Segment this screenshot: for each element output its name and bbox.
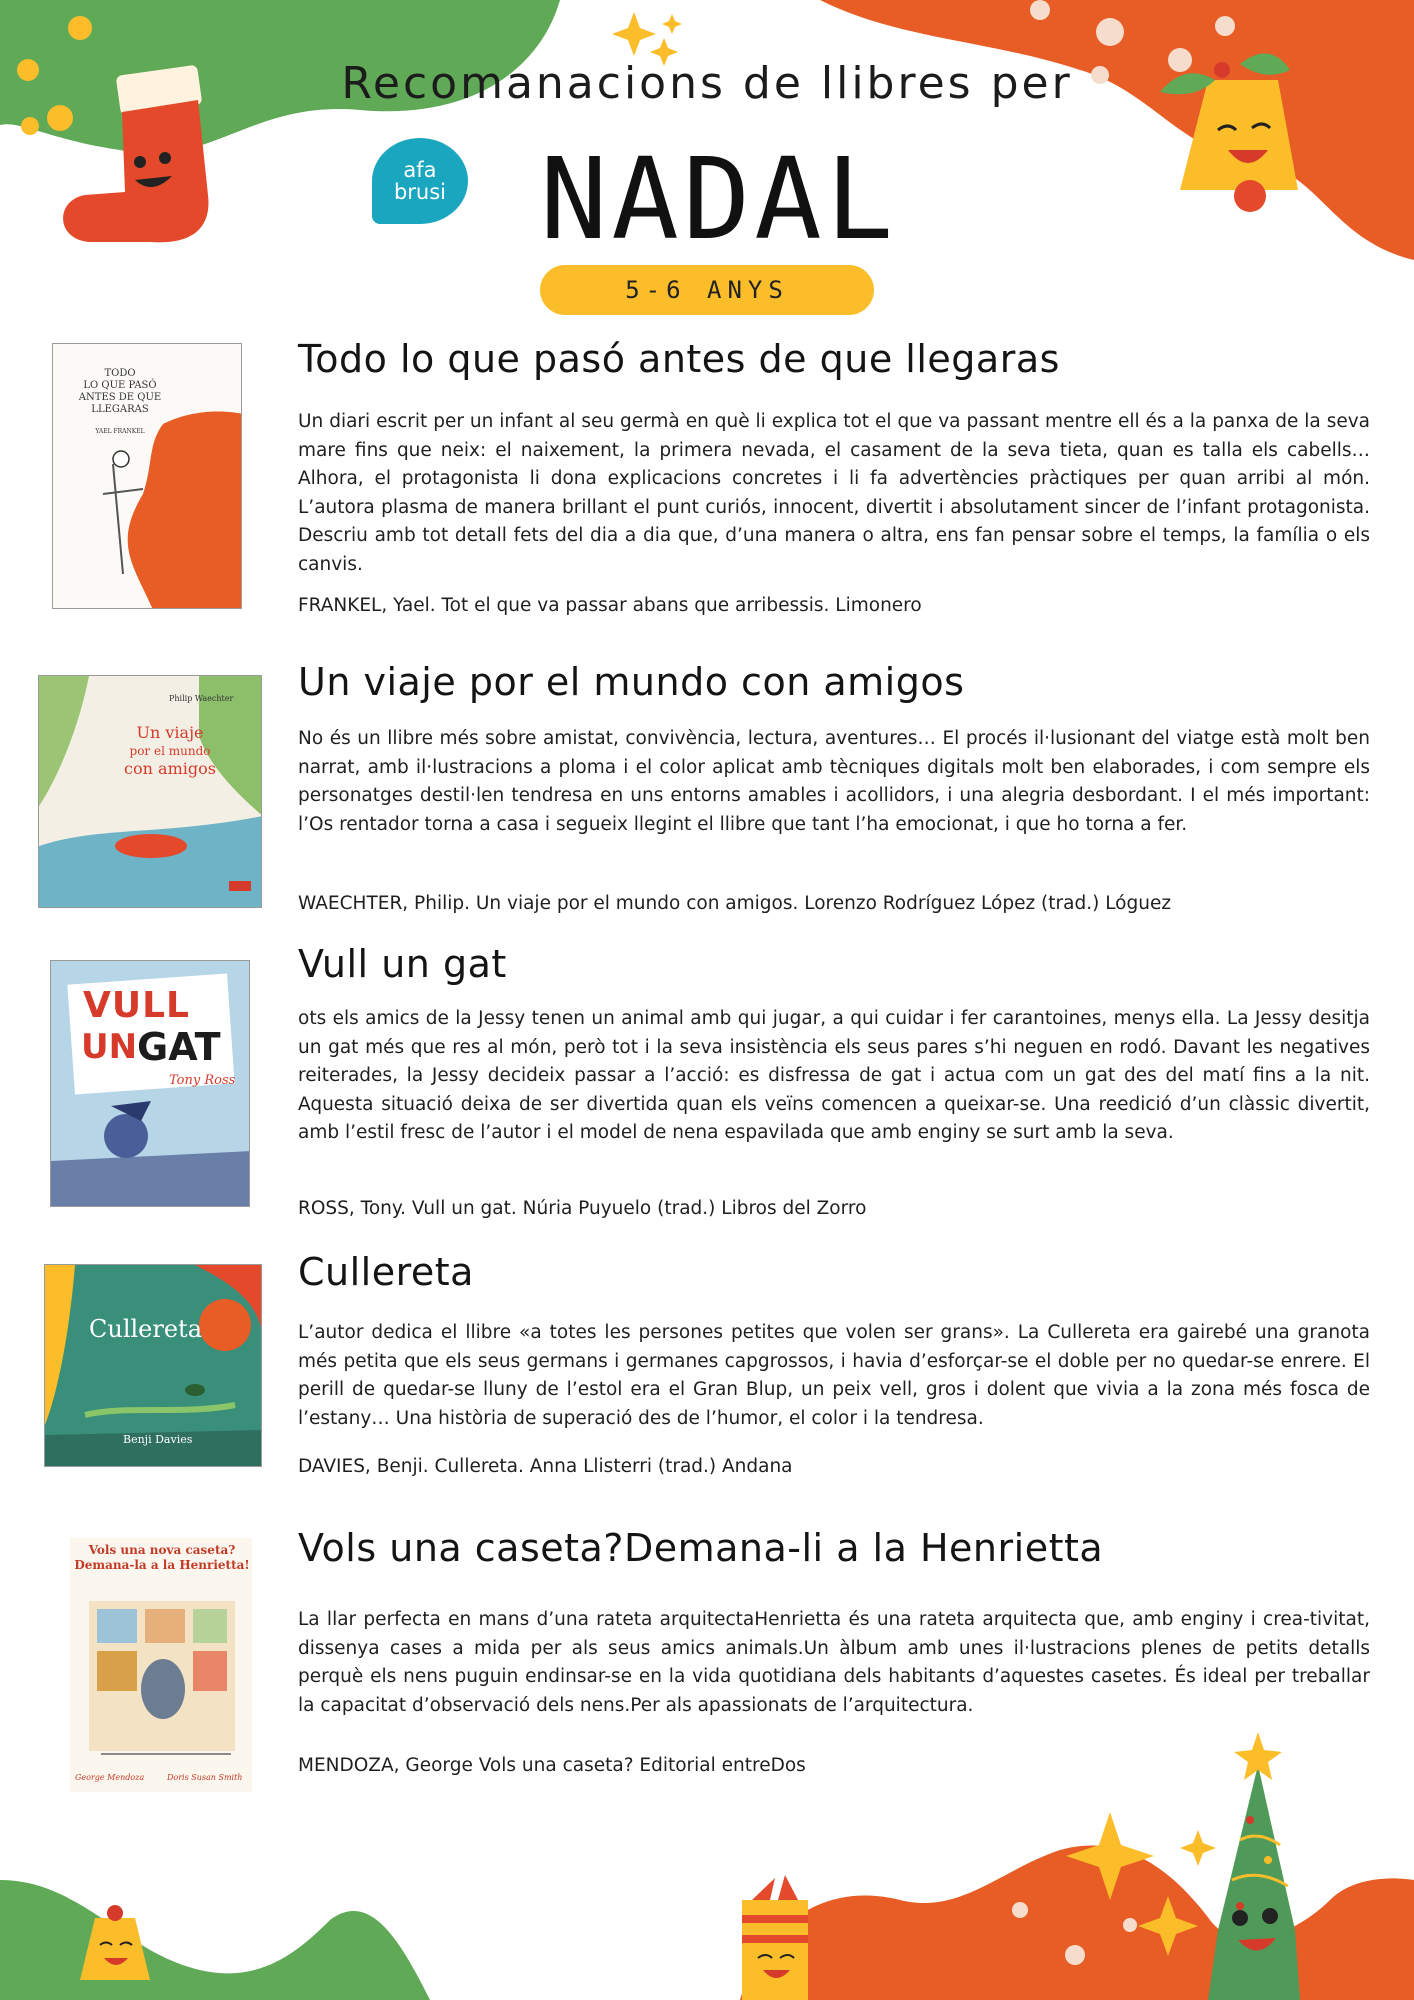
book-cover xyxy=(70,1538,252,1792)
cover-author: George Mendoza xyxy=(75,1773,145,1782)
book-title: Vols una caseta?Demana-li a la Henrietta xyxy=(298,1526,1104,1570)
book-description: ots els amics de la Jessy tenen un animal amb qui jugar, a qui cuidar i fer carantoines, menys ella. La Jessy desitja un gat més que res al món, però tot i la seva insistència els seus pares s’hi neguen en rodó. Davant les negatives reiterades, la Jessy decideix passar a l’acció: es disfressa de gat i actua com un gat des del matí fins a la nit. Aquesta situació deixa de ser divertida quan els veïns comencen a queixar-se. Una reedició d’un clàssic divertit, amb l’estil fresc de l’autor i el model de nena espavilada que amb enginy se surt amb la seva. xyxy=(298,1008,1370,1144)
cover-title-line: Un viaje xyxy=(136,723,204,742)
white-dot xyxy=(1030,0,1050,20)
book-reference: WAECHTER, Philip. Un viaje por el mundo con amigos. Lorenzo Rodríguez López (trad.) Lóguez xyxy=(298,893,1172,914)
white-dot xyxy=(1096,18,1124,46)
book-description: No és un llibre més sobre amistat, convivència, lectura, aventures… El procés il·lusionant del viatge està molt ben narrat, amb il·lustracions a ploma i el color aplicat amb tècniques digitals molt ben elaborades, i com sempre els personatges destil·len tendresa en uns entorns amables i acollidors, i una alegria desbordant. I el més important: l’Os rentador torna a casa i segueix llegint el llibre que tant l’ha emocionat, i que ho torna a fer. xyxy=(298,728,1370,835)
book-reference: FRANKEL, Yael. Tot el que va passar abans que arribessis. Limonero xyxy=(298,595,922,616)
white-dot xyxy=(1215,16,1235,36)
book-description: La llar perfecta en mans d’una rateta arquitectaHenrietta és una rateta arquitecta que, amb enginy i crea-tivitat, dissenya cases a mida per als seus amics animals.Un àlbum amb unes il·lustracions plenes de petits detalls perquè els nens puguin endinsar-se en la vida quotidiana dels habitants d’aquestes casetes. És ideal per treballar la capacitat d’observació dels nens.Per als apassionats de l’arquitectura. xyxy=(298,1609,1370,1716)
book-reference: DAVIES, Benji. Cullereta. Anna Llisterri (trad.) Andana xyxy=(298,1456,793,1477)
green-wave-bottom-left xyxy=(0,1880,430,2000)
logo-text-line2: brusi xyxy=(393,180,447,204)
cover-title-line: Vols una nova caseta? xyxy=(88,1543,236,1557)
orange-blob-bottom xyxy=(740,1845,1414,2000)
yellow-dot xyxy=(68,16,92,40)
book-title: Un viaje por el mundo con amigos xyxy=(298,660,965,704)
cover-title-line: con amigos xyxy=(124,759,216,778)
cover-author: Benji Davies xyxy=(123,1433,193,1446)
book-title: Todo lo que pasó antes de que llegaras xyxy=(298,337,1060,381)
white-dot xyxy=(1123,1918,1137,1932)
gift-icon xyxy=(742,1875,808,2000)
cover-title-line: ANTES DE QUE xyxy=(78,392,162,403)
cover-title-line: LLEGARAS xyxy=(91,404,149,415)
cover-illustration xyxy=(39,676,262,908)
header-subtitle: Recomanacions de llibres per xyxy=(341,58,1073,109)
cover-illustration xyxy=(71,1539,252,1792)
cover-author: Tony Ross xyxy=(169,1073,236,1088)
yellow-dot xyxy=(21,117,39,135)
afa-brusi-logo xyxy=(372,138,468,224)
cover-title-line: VULL xyxy=(83,985,190,1026)
cover-author: Philip Waechter xyxy=(169,694,234,703)
book-cover xyxy=(50,960,250,1207)
cover-title-line: TODO xyxy=(104,368,136,379)
cover-title-line: LO QUE PASÓ xyxy=(83,380,157,391)
cover-author: YAEL FRANKEL xyxy=(95,428,145,435)
book-cover xyxy=(44,1264,262,1467)
cover-title-line: Cullereta xyxy=(89,1315,203,1343)
book-cover xyxy=(52,343,242,609)
cover-title-line: por el mundo xyxy=(129,744,211,758)
book-cover xyxy=(38,675,262,908)
logo-text-line1: afa xyxy=(403,158,437,182)
book-title: Cullereta xyxy=(298,1250,474,1294)
cover-title-line: UN xyxy=(81,1027,138,1067)
cover-illustrator: Doris Susan Smith xyxy=(167,1773,243,1782)
book-description: L’autor dedica el llibre «a totes les persones petites que volen ser grans». La Cullereta era gairebé una granota més petita que els seus germans i germanes capgrossos, i havia d’esforçar-se el doble per no quedar-se enrere. El perill de quedar-se lluny de l’estol era el Gran Blup, un peix vell, gros i dolent que vivia a la zona més fosca de l’estany… Una història de superació des de l’humor, el color i la tendresa. xyxy=(298,1322,1370,1429)
header-title: NADAL xyxy=(540,135,898,265)
age-range-badge: 5-6 ANYS xyxy=(540,265,874,315)
cover-title-line: GAT xyxy=(137,1025,221,1069)
white-dot xyxy=(1065,1945,1085,1965)
book-reference: ROSS, Tony. Vull un gat. Núria Puyuelo (trad.) Libros del Zorro xyxy=(298,1198,867,1219)
white-dot xyxy=(1012,1902,1028,1918)
christmas-tree-icon xyxy=(1208,1732,1300,2000)
book-description: Un diari escrit per un infant al seu germà en què li explica tot el que va passant mentre ell és a la panxa de la seva mare fins que neix: el naixement, la primera nevada, el casament de la seva tieta, quan es talla els cabells… Alhora, el protagonista li dona explicacions concretes i li fa advertències pràctiques per quan arribi al món. L’autora plasma de manera brillant el punt curiós, innocent, divertit i absolutament sincer de l’infant protagonista. Descriu amb tot detall fets del dia a dia que, d’una manera o altra, ens fan pensar sobre el temps, la família o els canvis. xyxy=(298,411,1370,575)
book-title: Vull un gat xyxy=(298,942,507,986)
cover-title-line: Demana-la a la Henrietta! xyxy=(74,1558,250,1572)
book-reference: MENDOZA, George Vols una caseta? Editorial entreDos xyxy=(298,1755,806,1776)
